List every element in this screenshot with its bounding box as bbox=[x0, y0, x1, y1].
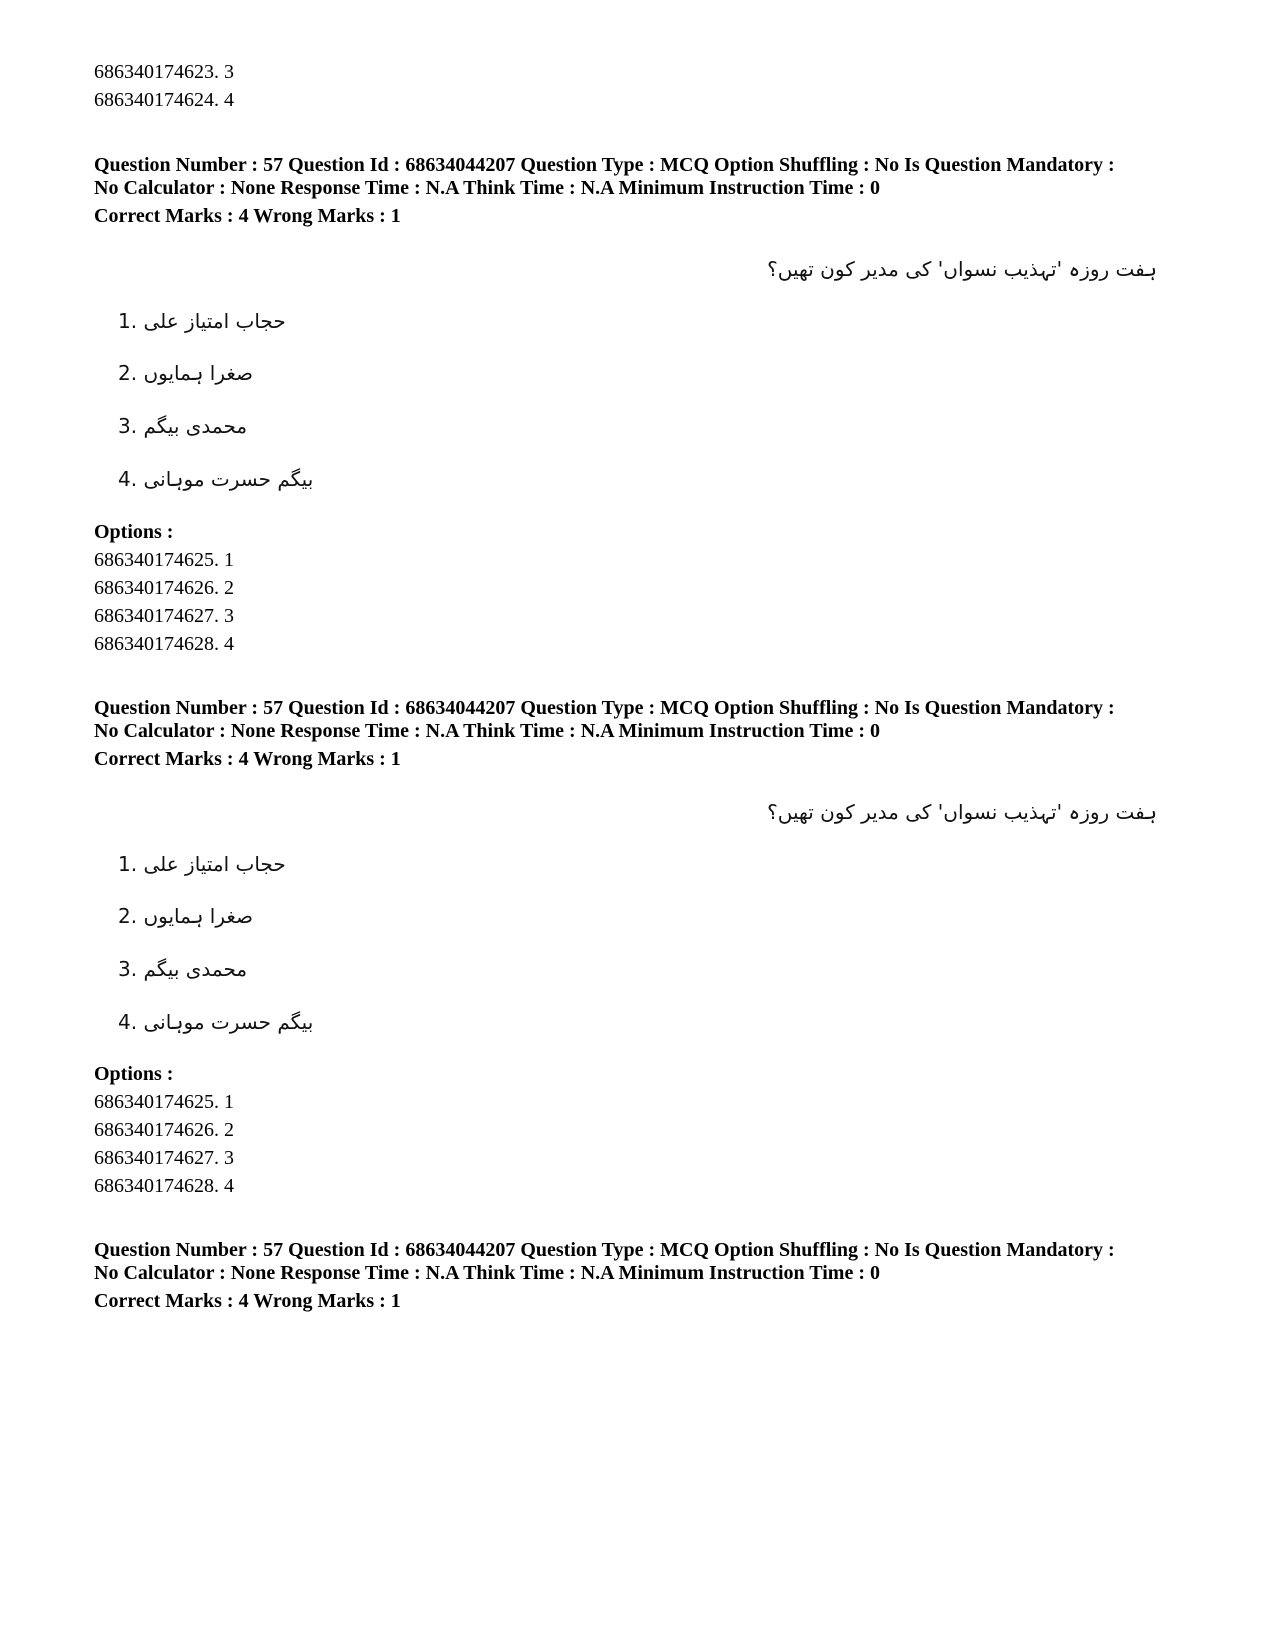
choice-number: 4. bbox=[118, 467, 138, 491]
answer-choice bbox=[118, 465, 313, 493]
choice-text: صغرا ہمایوں bbox=[143, 361, 253, 385]
option-line: 686340174626. 2 bbox=[94, 577, 234, 599]
option-line: 686340174628. 4 bbox=[94, 633, 234, 655]
choice-text: محمدی بیگم bbox=[143, 957, 248, 981]
question-marks: Correct Marks : 4 Wrong Marks : 1 bbox=[94, 205, 401, 227]
answer-choice bbox=[118, 1008, 313, 1036]
choice-number: 3. bbox=[118, 957, 138, 981]
choice-number: 3. bbox=[118, 414, 138, 438]
option-line: 686340174625. 1 bbox=[94, 549, 234, 571]
question-header: Question Number : 57 Question Id : 68634044207 Question Type : MCQ Option Shuffling : No Is Question Mandatory : bbox=[94, 697, 1115, 719]
option-line: 686340174625. 1 bbox=[94, 1091, 234, 1113]
options-label: Options : bbox=[94, 1063, 174, 1085]
answer-choice bbox=[118, 955, 247, 983]
choice-text: حجاب امتیاز علی bbox=[143, 852, 286, 876]
options-label: Options : bbox=[94, 521, 174, 543]
question-header: No Calculator : None Response Time : N.A Think Time : N.A Minimum Instruction Time : 0 bbox=[94, 1262, 880, 1284]
question-text: ہفت روزہ 'تہذیب نسواں' کی مدیر کون تھیں؟ bbox=[767, 257, 1157, 281]
choice-text: بیگم حسرت موہانی bbox=[143, 467, 314, 491]
option-line: 686340174627. 3 bbox=[94, 605, 234, 627]
choice-number: 2. bbox=[118, 361, 138, 385]
choice-number: 1. bbox=[118, 309, 138, 333]
question-header: Question Number : 57 Question Id : 68634044207 Question Type : MCQ Option Shuffling : No Is Question Mandatory : bbox=[94, 1239, 1115, 1261]
choice-text: بیگم حسرت موہانی bbox=[143, 1010, 314, 1034]
question-header: Question Number : 57 Question Id : 68634044207 Question Type : MCQ Option Shuffling : No Is Question Mandatory : bbox=[94, 154, 1115, 176]
question-text: ہفت روزہ 'تہذیب نسواں' کی مدیر کون تھیں؟ bbox=[767, 800, 1157, 824]
answer-choice bbox=[118, 850, 286, 878]
choice-text: صغرا ہمایوں bbox=[143, 904, 253, 928]
choice-text: حجاب امتیاز علی bbox=[143, 309, 286, 333]
option-line: 686340174627. 3 bbox=[94, 1147, 234, 1169]
choice-number: 4. bbox=[118, 1010, 138, 1034]
answer-choice bbox=[118, 359, 253, 387]
choice-number: 2. bbox=[118, 904, 138, 928]
choice-number: 1. bbox=[118, 852, 138, 876]
question-marks: Correct Marks : 4 Wrong Marks : 1 bbox=[94, 748, 401, 770]
option-line: 686340174628. 4 bbox=[94, 1175, 234, 1197]
option-line: 686340174626. 2 bbox=[94, 1119, 234, 1141]
answer-choice bbox=[118, 412, 247, 440]
choice-text: محمدی بیگم bbox=[143, 414, 248, 438]
option-line: 686340174624. 4 bbox=[94, 89, 234, 111]
answer-choice bbox=[118, 902, 253, 930]
question-marks: Correct Marks : 4 Wrong Marks : 1 bbox=[94, 1290, 401, 1312]
question-header: No Calculator : None Response Time : N.A Think Time : N.A Minimum Instruction Time : 0 bbox=[94, 177, 880, 199]
option-line: 686340174623. 3 bbox=[94, 61, 234, 83]
question-header: No Calculator : None Response Time : N.A Think Time : N.A Minimum Instruction Time : 0 bbox=[94, 720, 880, 742]
answer-choice bbox=[118, 307, 286, 335]
